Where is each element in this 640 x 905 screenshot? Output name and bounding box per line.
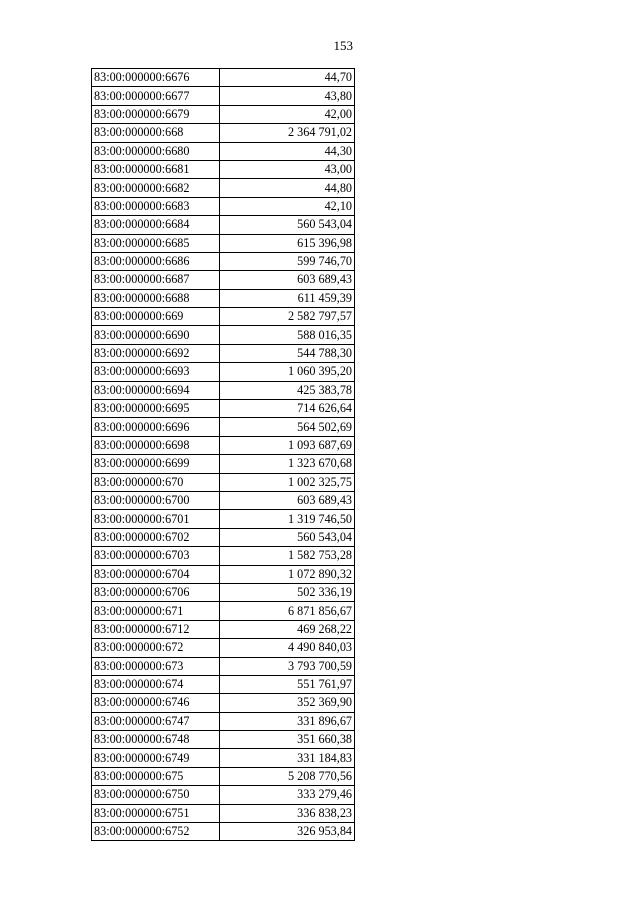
cadastral-number-cell: 83:00:000000:670 — [92, 473, 220, 491]
cadastral-number-cell: 83:00:000000:6684 — [92, 216, 220, 234]
cadastral-value-cell: 2 582 797,57 — [220, 308, 355, 326]
cadastral-value-cell: 603 689,43 — [220, 271, 355, 289]
cadastral-number-cell: 83:00:000000:6698 — [92, 436, 220, 454]
cadastral-number-cell: 83:00:000000:6751 — [92, 804, 220, 822]
cadastral-value-cell: 502 336,19 — [220, 583, 355, 601]
cadastral-value-cell: 43,80 — [220, 87, 355, 105]
cadastral-value-cell: 352 369,90 — [220, 694, 355, 712]
table-row — [92, 308, 355, 326]
cadastral-value-cell: 551 761,97 — [220, 675, 355, 693]
page-number: 153 — [333, 38, 353, 53]
cadastral-value-cell: 1 060 395,20 — [220, 363, 355, 381]
cadastral-number-cell: 83:00:000000:6748 — [92, 731, 220, 749]
cadastral-number-cell: 83:00:000000:6696 — [92, 418, 220, 436]
table-row — [92, 473, 355, 491]
table-row — [92, 87, 355, 105]
cadastral-number-cell: 83:00:000000:6701 — [92, 510, 220, 528]
cadastral-value-cell: 599 746,70 — [220, 252, 355, 270]
cadastral-number-cell: 83:00:000000:6749 — [92, 749, 220, 767]
cadastral-number-cell: 83:00:000000:6699 — [92, 455, 220, 473]
cadastral-number-cell: 83:00:000000:6690 — [92, 326, 220, 344]
cadastral-value-cell: 1 093 687,69 — [220, 436, 355, 454]
cadastral-value-cell: 588 016,35 — [220, 326, 355, 344]
table-row — [92, 252, 355, 270]
table-row — [92, 602, 355, 620]
cadastral-number-cell: 83:00:000000:6688 — [92, 289, 220, 307]
cadastral-value-cell: 42,10 — [220, 197, 355, 215]
table-row — [92, 271, 355, 289]
table-row — [92, 639, 355, 657]
cadastral-number-cell: 83:00:000000:669 — [92, 308, 220, 326]
cadastral-number-cell: 83:00:000000:6687 — [92, 271, 220, 289]
cadastral-value-cell: 44,30 — [220, 142, 355, 160]
cadastral-value-cell: 560 543,04 — [220, 216, 355, 234]
cadastral-number-cell: 83:00:000000:6676 — [92, 69, 220, 87]
table-row — [92, 344, 355, 362]
table-row — [92, 69, 355, 87]
cadastral-value-cell: 1 319 746,50 — [220, 510, 355, 528]
cadastral-value-cell: 425 383,78 — [220, 381, 355, 399]
cadastral-value-cell: 1 002 325,75 — [220, 473, 355, 491]
table-row — [92, 418, 355, 436]
table-row — [92, 694, 355, 712]
cadastral-value-cell: 1 582 753,28 — [220, 547, 355, 565]
table-row — [92, 105, 355, 123]
cadastral-value-cell: 326 953,84 — [220, 823, 355, 841]
table-row — [92, 675, 355, 693]
table-row — [92, 197, 355, 215]
cadastral-value-cell: 42,00 — [220, 105, 355, 123]
cadastral-value-cell: 44,80 — [220, 179, 355, 197]
table-row — [92, 657, 355, 675]
cadastral-number-cell: 83:00:000000:6679 — [92, 105, 220, 123]
cadastral-value-cell: 4 490 840,03 — [220, 639, 355, 657]
cadastral-value-cell: 560 543,04 — [220, 528, 355, 546]
table-row — [92, 620, 355, 638]
table-row — [92, 749, 355, 767]
table-row — [92, 216, 355, 234]
table-row — [92, 381, 355, 399]
cadastral-value-cell: 331 184,83 — [220, 749, 355, 767]
table-row — [92, 326, 355, 344]
table-row — [92, 179, 355, 197]
table-row — [92, 400, 355, 418]
cadastral-number-cell: 83:00:000000:6747 — [92, 712, 220, 730]
cadastral-number-cell: 83:00:000000:6703 — [92, 547, 220, 565]
table-row — [92, 289, 355, 307]
cadastral-value-cell: 544 788,30 — [220, 344, 355, 362]
cadastral-value-cell: 469 268,22 — [220, 620, 355, 638]
cadastral-number-cell: 83:00:000000:6680 — [92, 142, 220, 160]
cadastral-number-cell: 83:00:000000:671 — [92, 602, 220, 620]
table-row — [92, 712, 355, 730]
cadastral-number-cell: 83:00:000000:6704 — [92, 565, 220, 583]
cadastral-number-cell: 83:00:000000:6685 — [92, 234, 220, 252]
table-row — [92, 510, 355, 528]
cadastral-number-cell: 83:00:000000:6681 — [92, 160, 220, 178]
cadastral-number-cell: 83:00:000000:668 — [92, 124, 220, 142]
table-row — [92, 565, 355, 583]
cadastral-value-cell: 615 396,98 — [220, 234, 355, 252]
cadastral-number-cell: 83:00:000000:6692 — [92, 344, 220, 362]
table-row — [92, 528, 355, 546]
table-row — [92, 731, 355, 749]
cadastral-number-cell: 83:00:000000:6677 — [92, 87, 220, 105]
cadastral-value-cell: 1 323 670,68 — [220, 455, 355, 473]
cadastral-value-cell: 336 838,23 — [220, 804, 355, 822]
table-row — [92, 363, 355, 381]
table-row — [92, 583, 355, 601]
cadastral-value-cell: 714 626,64 — [220, 400, 355, 418]
table-row — [92, 823, 355, 841]
cadastral-value-cell: 43,00 — [220, 160, 355, 178]
table-row — [92, 160, 355, 178]
cadastral-value-cell: 611 459,39 — [220, 289, 355, 307]
cadastral-value-cell: 5 208 770,56 — [220, 767, 355, 785]
cadastral-value-cell: 603 689,43 — [220, 491, 355, 509]
cadastral-number-cell: 83:00:000000:675 — [92, 767, 220, 785]
table-row — [92, 767, 355, 785]
table-row — [92, 804, 355, 822]
cadastral-value-cell: 331 896,67 — [220, 712, 355, 730]
cadastral-value-cell: 2 364 791,02 — [220, 124, 355, 142]
table-row — [92, 547, 355, 565]
table-row — [92, 786, 355, 804]
cadastral-number-cell: 83:00:000000:6702 — [92, 528, 220, 546]
table-row — [92, 124, 355, 142]
table-row — [92, 234, 355, 252]
cadastre-value-table — [91, 68, 355, 841]
cadastral-number-cell: 83:00:000000:6683 — [92, 197, 220, 215]
cadastral-number-cell: 83:00:000000:6750 — [92, 786, 220, 804]
cadastral-number-cell: 83:00:000000:6700 — [92, 491, 220, 509]
cadastral-value-cell: 3 793 700,59 — [220, 657, 355, 675]
cadastral-number-cell: 83:00:000000:6746 — [92, 694, 220, 712]
cadastral-number-cell: 83:00:000000:6712 — [92, 620, 220, 638]
table-body — [92, 69, 355, 841]
cadastral-value-cell: 333 279,46 — [220, 786, 355, 804]
cadastral-value-cell: 351 660,38 — [220, 731, 355, 749]
cadastral-value-cell: 6 871 856,67 — [220, 602, 355, 620]
cadastral-value-cell: 1 072 890,32 — [220, 565, 355, 583]
cadastral-value-cell: 44,70 — [220, 69, 355, 87]
table-row — [92, 455, 355, 473]
cadastral-number-cell: 83:00:000000:673 — [92, 657, 220, 675]
table-row — [92, 491, 355, 509]
cadastral-number-cell: 83:00:000000:6682 — [92, 179, 220, 197]
cadastral-number-cell: 83:00:000000:672 — [92, 639, 220, 657]
cadastral-number-cell: 83:00:000000:6686 — [92, 252, 220, 270]
cadastral-number-cell: 83:00:000000:6694 — [92, 381, 220, 399]
cadastral-number-cell: 83:00:000000:674 — [92, 675, 220, 693]
cadastral-number-cell: 83:00:000000:6695 — [92, 400, 220, 418]
table-row — [92, 142, 355, 160]
cadastral-value-cell: 564 502,69 — [220, 418, 355, 436]
cadastral-number-cell: 83:00:000000:6706 — [92, 583, 220, 601]
cadastral-number-cell: 83:00:000000:6752 — [92, 823, 220, 841]
cadastral-number-cell: 83:00:000000:6693 — [92, 363, 220, 381]
table-row — [92, 436, 355, 454]
